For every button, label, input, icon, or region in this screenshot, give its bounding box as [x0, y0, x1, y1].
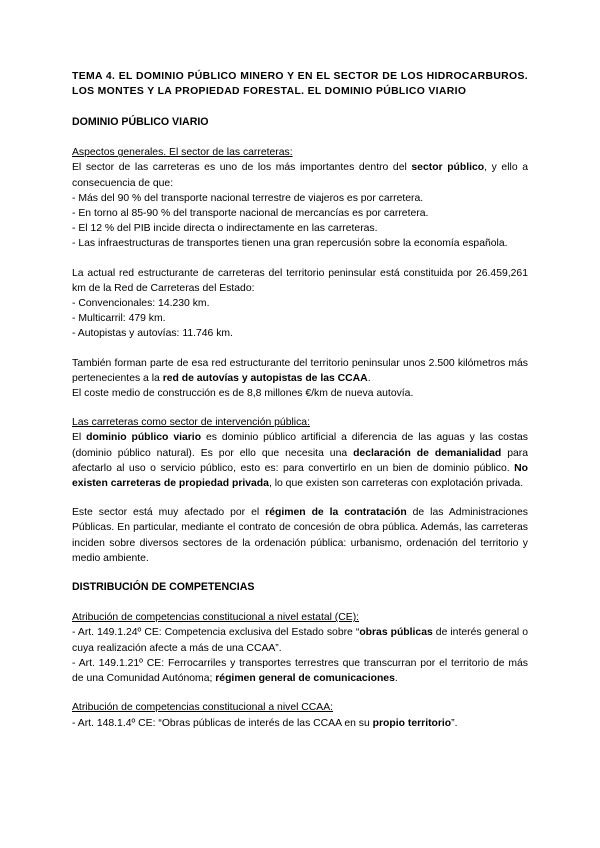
paragraph-red-estructurante: La actual red estructurante de carreteras del territorio peninsular está constituida por 26.459,261 km de la Red de Carreteras del Estado:	[72, 267, 528, 294]
text-run: Este sector está muy afectado por el	[72, 507, 266, 519]
text-run: , lo que existen son carreteras con explotación privada.	[268, 478, 524, 490]
text-run: - Art. 148.1.4º CE: “Obras públicas de interés de las CCAA en su	[72, 717, 373, 729]
paragraph-dominio-artificial	[72, 430, 528, 491]
heading-distribucion-competencias: DISTRIBUCIÓN DE COMPETENCIAS	[72, 581, 255, 594]
text-run: .	[367, 372, 371, 384]
text-run: de las Administraciones Públicas. En particular, mediante el contrato de concesión de obra pública. Además, las carreteras inciden sobre diversos sectores de la ordenación pública: urbanismo, ordenación del territorio y medio ambiente.	[72, 507, 528, 564]
text-run: - Art. 149.1.21º CE: Ferrocarriles y transportes terrestres que transcurran por el territorio de más de una Comunidad Autónoma;	[72, 657, 528, 685]
text-run: para afectarlo al uso o servicio público, esto es: para convertirlo en un bien de dominio público.	[72, 447, 528, 474]
heading-dominio-publico-viario: DOMINIO PÚBLICO VIARIO	[72, 116, 209, 128]
list-item: - Autopistas y autovías: 11.746 km.	[72, 328, 233, 340]
paragraph-sector-carreteras	[72, 160, 528, 190]
list-item: - Las infraestructuras de transportes tienen una gran repercusión sobre la economía española.	[72, 238, 508, 250]
paragraph-coste-medio: El coste medio de construcción es de 8,8 millones €/km de nueva autovía.	[72, 388, 414, 400]
bold-term: propio territorio	[372, 717, 452, 729]
text-run: es dominio público artificial a diferencia de las aguas y las costas (dominio público natural). Es por ello que necesita una	[72, 432, 528, 459]
text-run: También forman parte de esa red estructurante del territorio peninsular unos 2.500 kilómetros más pertenecientes a la	[72, 357, 528, 384]
list-item: - Convencionales: 14.230 km.	[72, 298, 210, 310]
document-title: TEMA 4. EL DOMINIO PÚBLICO MINERO Y EN EL SECTOR DE LOS HIDROCARBUROS. LOS MONTES Y LA PROPIEDAD FORESTAL. EL DOMINIO PÚBLICO VIARIO	[72, 71, 528, 97]
subheading-nivel-estatal: Atribución de competencias constitucional a nivel estatal (CE):	[72, 612, 360, 624]
text-run: , y ello a consecuencia de que:	[72, 162, 528, 189]
list-item	[72, 656, 528, 686]
subheading-aspectos-generales: Aspectos generales. El sector de las carreteras:	[72, 147, 293, 159]
page-content	[72, 70, 528, 731]
bold-term: sector público	[411, 162, 485, 174]
list-item	[72, 716, 528, 731]
paragraph-regimen-contratacion	[72, 505, 528, 566]
text-run: ”.	[451, 717, 458, 729]
subheading-intervencion-publica: Las carreteras como sector de intervención pública:	[72, 417, 310, 429]
bold-term: régimen de la contratación	[265, 507, 407, 519]
text-run: .	[394, 673, 398, 685]
bold-term: No existen carreteras de propiedad privada	[72, 462, 528, 490]
paragraph-red-autonomica	[72, 356, 528, 386]
list-item	[72, 625, 528, 655]
subheading-nivel-ccaa: Atribución de competencias constitucional a nivel CCAA:	[72, 702, 334, 714]
bold-term: declaración de demanialidad	[353, 447, 502, 459]
list-item: - Multicarril: 479 km.	[72, 313, 166, 325]
bold-term: régimen general de comunicaciones	[215, 673, 395, 685]
text-run: El sector de las carreteras es uno de los más importantes dentro del	[72, 162, 412, 174]
text-run: de interés general o cuya realización afecte a más de una CCAA”.	[72, 627, 528, 654]
bold-term: red de autovías y autopistas de las CCAA	[162, 372, 368, 384]
list-item: - El 12 % del PIB incide directa o indirectamente en las carreteras.	[72, 223, 378, 235]
text-run: - Art. 149.1.24º CE: Competencia exclusiva del Estado sobre “	[72, 627, 360, 639]
list-item: - Más del 90 % del transporte nacional terrestre de viajeros es por carretera.	[72, 192, 424, 204]
bold-term: dominio público viario	[86, 432, 202, 444]
text-run: El	[72, 432, 87, 444]
bold-term: obras públicas	[359, 627, 433, 639]
list-item: - En torno al 85-90 % del transporte nacional de mercancías es por carretera.	[72, 208, 429, 220]
